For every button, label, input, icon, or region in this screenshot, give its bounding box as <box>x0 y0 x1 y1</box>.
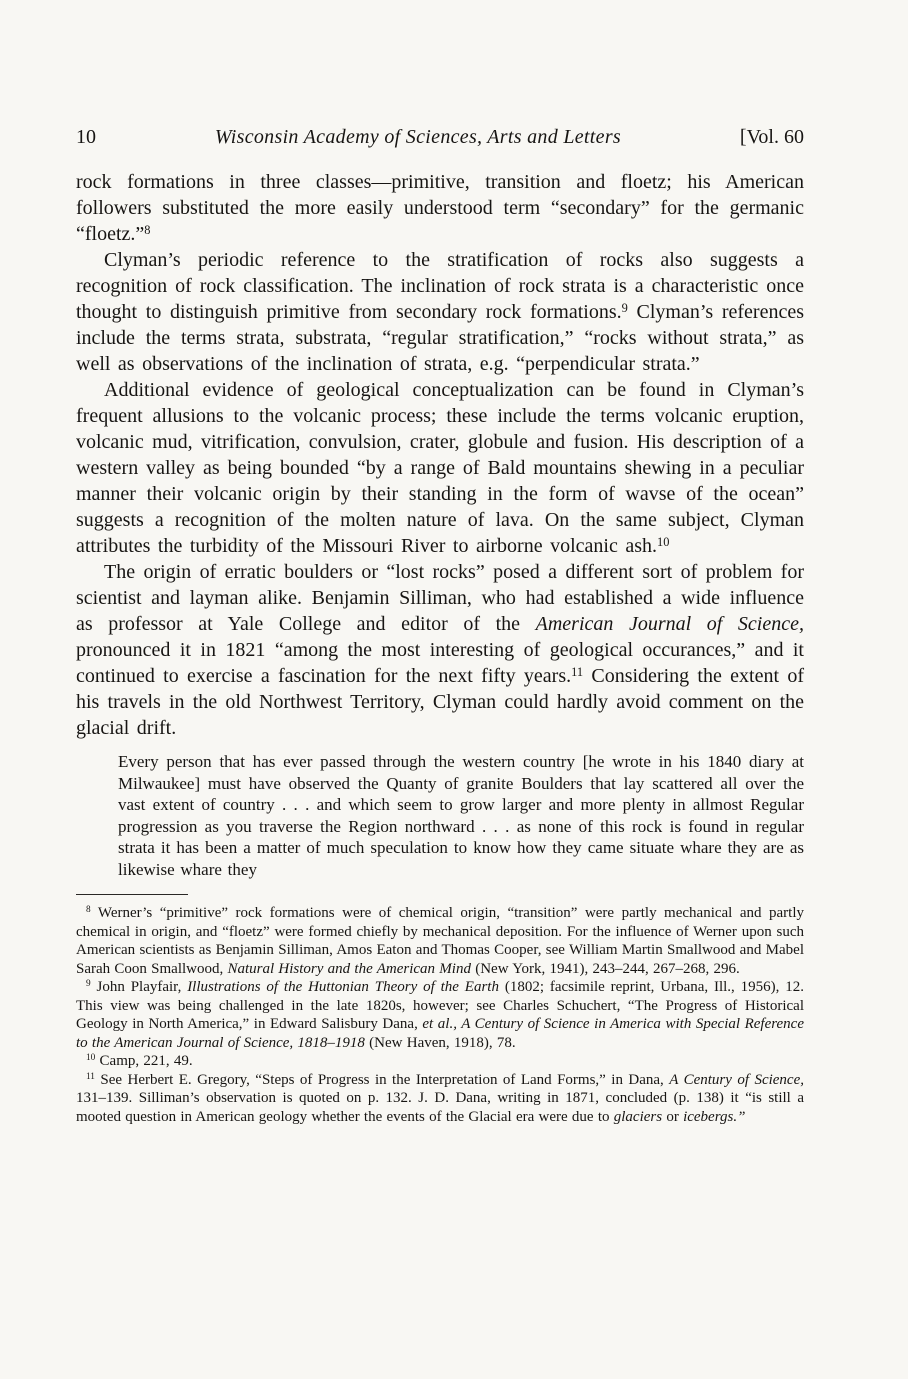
footnote-marker-8: 8 <box>86 905 91 916</box>
footnote-text: (1802; facsimile reprint, Urbana, Ill., 1956), 12. This view was being challenged in the late 1820s, however; see Charles Schuchert, “The Progress of Historical Geology in North America,” in Edward Salisbury Dana, <box>76 979 805 1032</box>
footnote-text: See Herbert E. Gregory, “Steps of Progress in the Interpretation of Land Forms,” in Dana, <box>94 1071 670 1088</box>
footnote-text: Werner’s “primitive” rock formations were of chemical origin, “transition” were partly mechanical and partly chemical in origin, and “floetz” were formed chiefly by mechanical deposition. For the influence of Werner upon such American scientists as Benjamin Silliman, Amos Eaton and Thomas Cooper, see William Martin Smallwood and Mabel Sarah Coon Smallwood, <box>76 905 804 977</box>
book-title-italic: Natural History and the American Mind <box>227 960 471 977</box>
word-italic: icebergs.” <box>683 1108 746 1125</box>
book-title-italic: et al., A Century of Science in America with Special Reference to the American Journal of Science, 1818–1918 <box>76 1016 804 1051</box>
volume-label: [Vol. 60 <box>739 126 804 148</box>
footnote-ref-10: 10 <box>657 534 670 549</box>
journal-name-italic: American Journal of Science, <box>535 613 804 635</box>
footnote-marker-11: 11 <box>86 1071 95 1082</box>
paragraph-text: Clyman’s references include the terms strata, substrata, “regular stratification,” “rocks without strata,” as well as observations of the inclination of strata, e.g. “perpendicular strata.” <box>76 301 804 375</box>
journal-title: Wisconsin Academy of Sciences, Arts and Letters <box>214 126 621 148</box>
paragraph-1 <box>76 169 804 247</box>
footnote-marker-10: 10 <box>86 1053 96 1064</box>
footnote-text: John Playfair, <box>90 979 188 995</box>
footnote-text: or <box>662 1108 684 1125</box>
page-number: 10 <box>76 126 96 148</box>
footnote-marker-9: 9 <box>86 979 91 990</box>
footnote-text: (New York, 1941), 243–244, 267–268, 296. <box>470 960 740 977</box>
footnote-rule <box>76 894 188 895</box>
footnotes-section <box>76 894 804 1126</box>
page-body <box>76 169 804 880</box>
paragraph-text: rock formations in three classes—primitive, transition and floetz; his American followers substituted the more easily understood term “secondary” for the germanic “floetz.” <box>76 171 804 245</box>
paragraph-text: Clyman’s periodic reference to the stratification of rocks also suggests a recognition of rock classification. The inclination of rock strata is a characteristic once thought to distinguish primitive from secondary rock formations. <box>76 249 804 323</box>
footnote-11 <box>76 1071 804 1127</box>
paragraph-text: pronounced it in 1821 “among the most interesting of geological occurances,” and it continued to exercise a fascination for the next fifty years. <box>76 639 804 687</box>
footnote-ref-11: 11 <box>571 664 584 679</box>
paragraph-text: Considering the extent of his travels in the old Northwest Territory, Clyman could hardly avoid comment on the glacial drift. <box>76 665 804 739</box>
paragraph-text: Additional evidence of geological conceptualization can be found in Clyman’s frequent allusions to the volcanic process; these include the terms volcanic eruption, volcanic mud, vitrification, convulsion, crater, globule and fusion. His description of a western valley as being bounded “by a range of Bald mountains shewing in a peculiar manner their volcanic origin by their standing in the form of wavse of the ocean” suggests a recognition of the molten nature of lava. On the same subject, Clyman attributes the turbidity of the Missouri River to airborne volcanic ash. <box>76 379 804 557</box>
footnote-text: Camp, 221, 49. <box>95 1053 193 1069</box>
footnote-10 <box>76 1052 804 1071</box>
paragraph-2 <box>76 247 804 377</box>
footnote-text: (New Haven, 1918), 78. <box>364 1034 516 1051</box>
book-title-italic: Illustrations of the Huttonian Theory of the Earth <box>187 979 499 995</box>
book-title-italic: A Century of Science, <box>669 1071 804 1088</box>
word-italic: glaciers <box>613 1108 663 1125</box>
paragraph-3 <box>76 377 804 559</box>
diary-block-quote: Every person that has ever passed through the western country [he wrote in his 1840 diary at Milwaukee] must have observed the Quanty of granite Boulders that lay scattered all over the vast extent of country . . . and which seem to grow larger and more plenty in allmost Regular progression as you traverse the Region northward . . . as none of this rock is found in regular strata it has been a matter of much speculation to know how they came situate whare they are as likewise whare they <box>118 752 804 879</box>
footnote-9 <box>76 978 804 1052</box>
footnote-text: 131–139. Silliman’s observation is quoted on p. 132. J. D. Dana, writing in 1871, concluded (p. 138) it “is still a mooted question in American geology whether the events of the Glacial era were due to <box>76 1090 804 1125</box>
paragraph-4 <box>76 559 804 741</box>
paragraph-text: The origin of erratic boulders or “lost rocks” posed a different sort of problem for scientist and layman alike. Benjamin Silliman, who had established a wide influence as professor at Yale College and editor of the <box>76 561 804 635</box>
footnote-ref-9: 9 <box>621 300 628 315</box>
footnote-ref-8: 8 <box>144 222 151 237</box>
page-header <box>76 126 804 149</box>
footnote-8 <box>76 904 804 978</box>
